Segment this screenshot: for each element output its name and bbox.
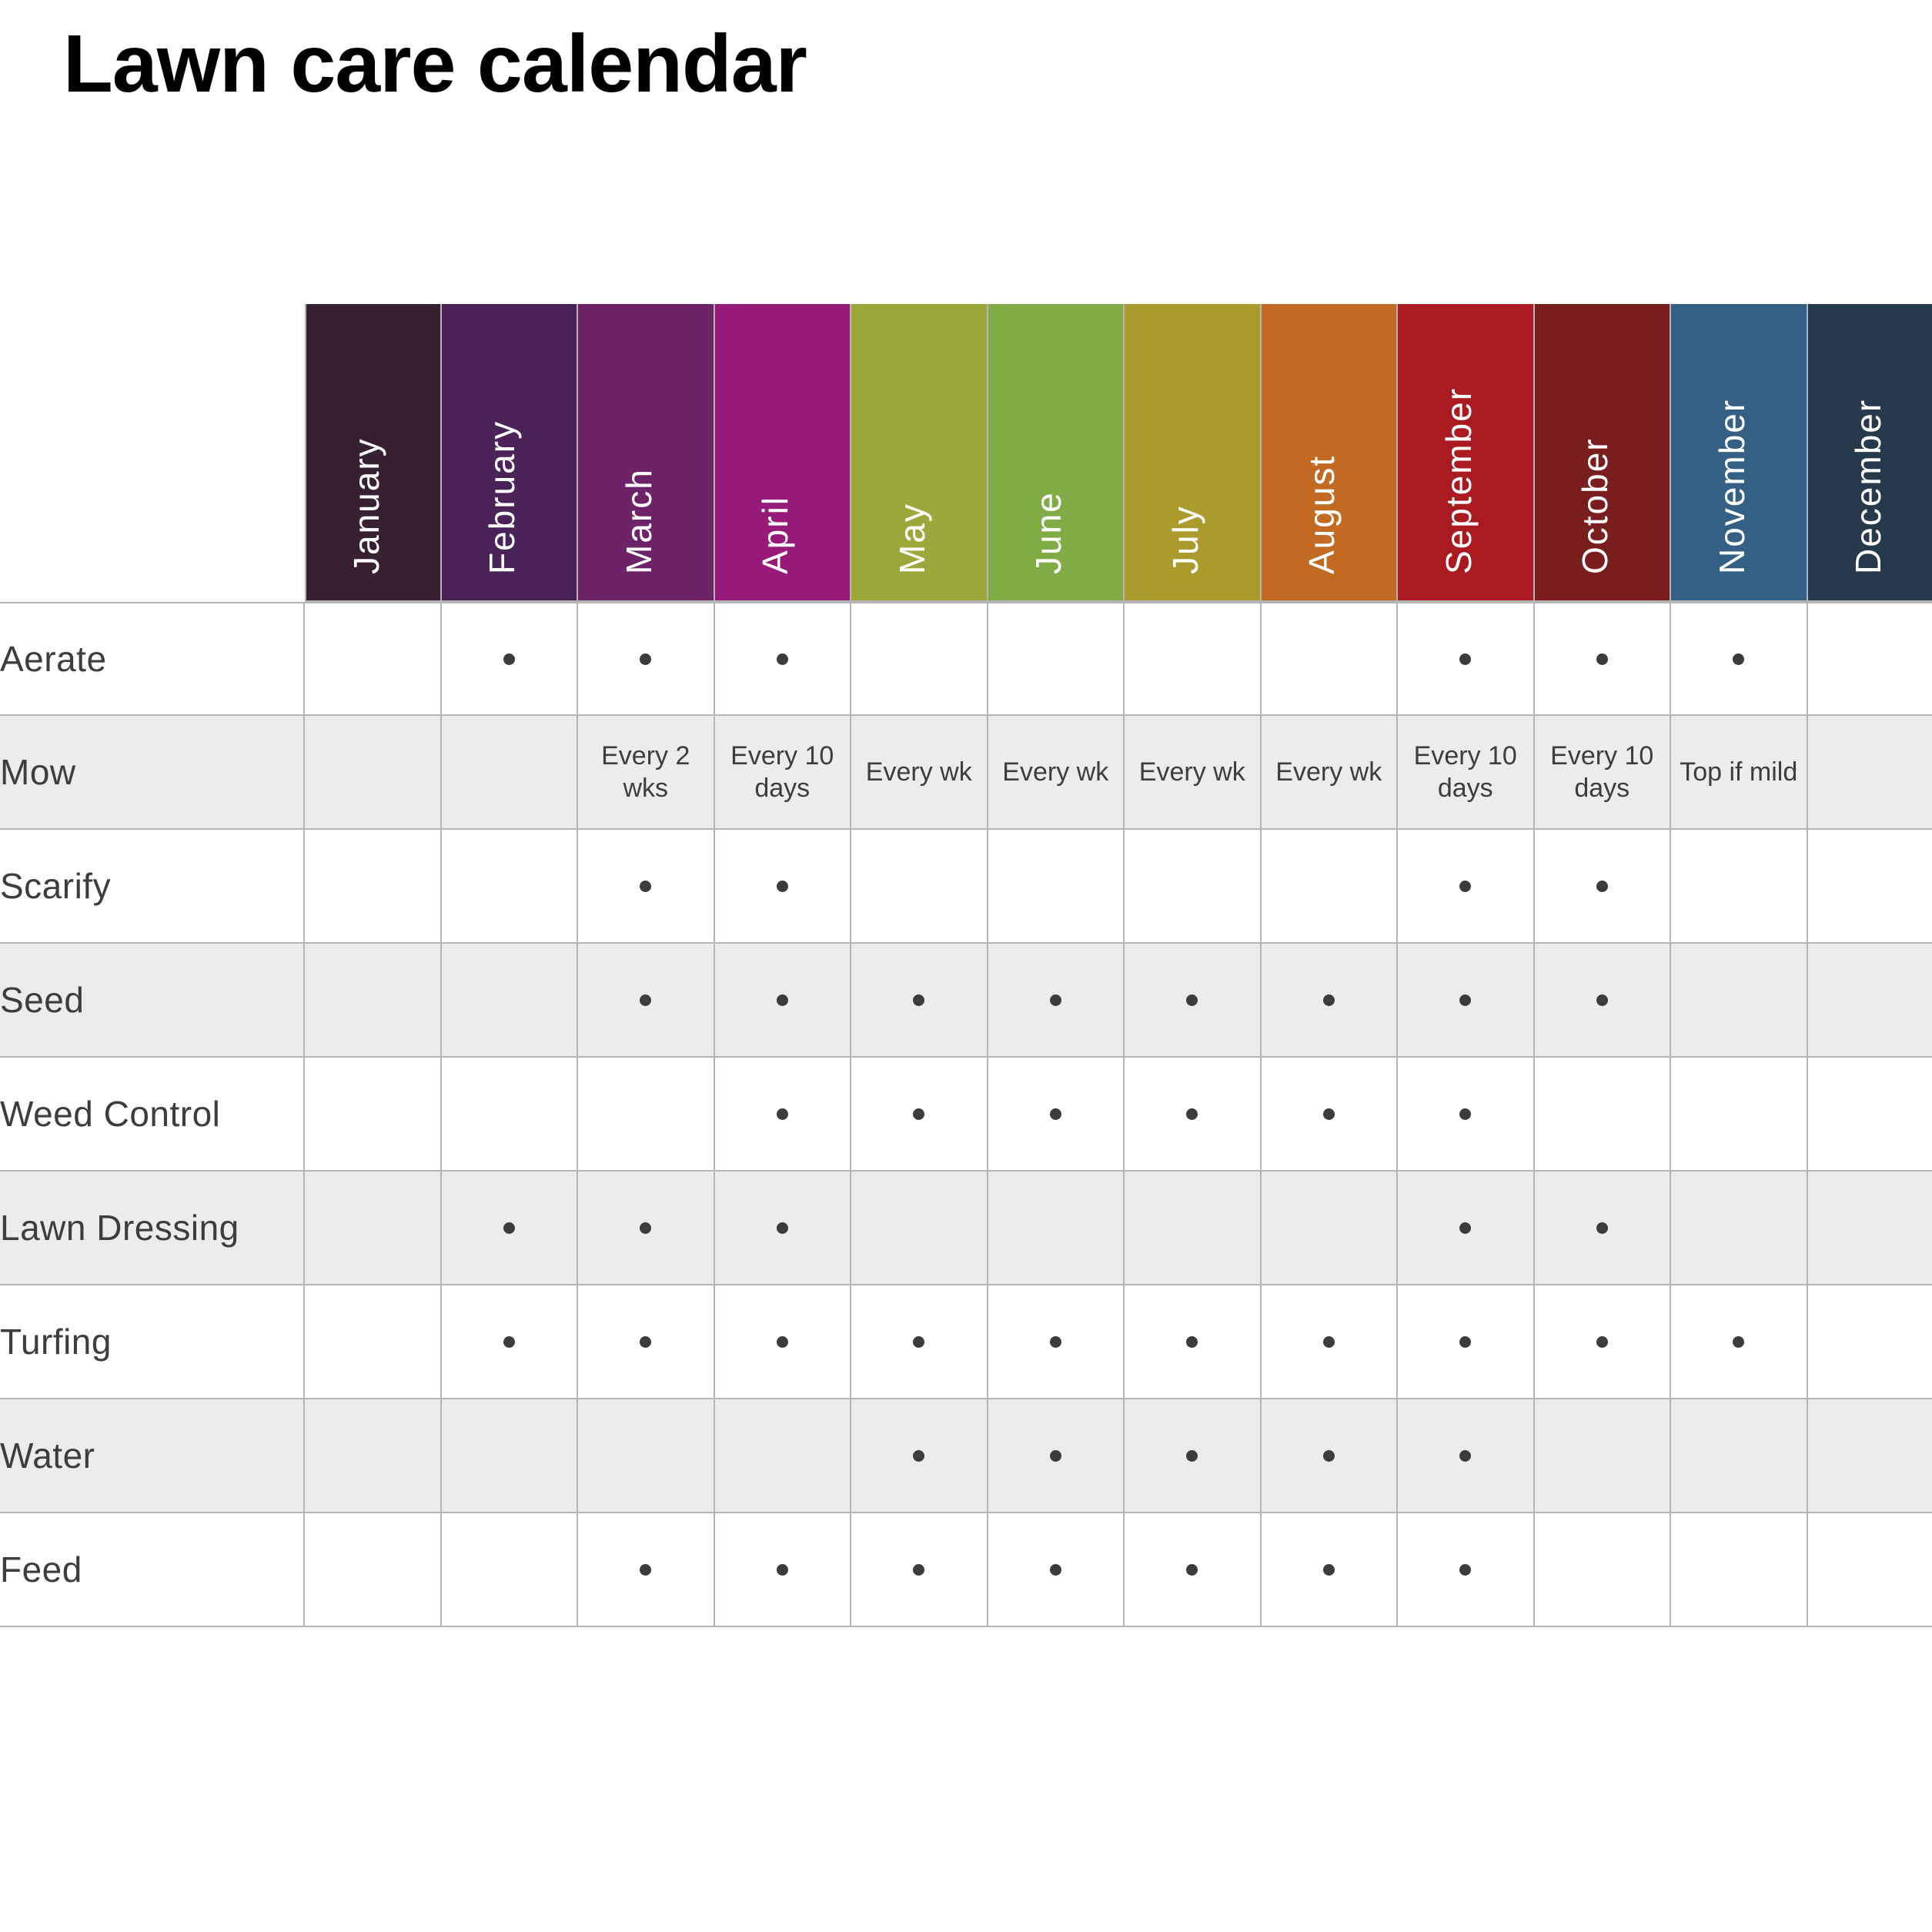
page-title: Lawn care calendar bbox=[63, 18, 807, 109]
calendar-cell bbox=[1535, 944, 1672, 1056]
activity-dot bbox=[777, 1336, 788, 1348]
activity-dot bbox=[1459, 1450, 1471, 1462]
calendar-cell bbox=[442, 1513, 579, 1626]
calendar-cell bbox=[1808, 944, 1932, 1056]
calendar-cell bbox=[1535, 1285, 1672, 1398]
calendar-cell bbox=[1535, 716, 1672, 828]
calendar-cell bbox=[1535, 1058, 1672, 1170]
calendar-cell bbox=[1398, 830, 1535, 942]
activity-dot bbox=[1186, 1450, 1198, 1462]
activity-dot bbox=[1459, 994, 1471, 1006]
activity-dot bbox=[777, 994, 788, 1006]
calendar-cell bbox=[578, 603, 715, 714]
activity-dot bbox=[1323, 994, 1335, 1006]
calendar-cell bbox=[988, 944, 1125, 1056]
calendar-cell bbox=[1398, 1058, 1535, 1170]
activity-dot bbox=[640, 653, 651, 665]
activity-dot bbox=[1186, 1564, 1198, 1576]
activity-dot bbox=[1050, 1450, 1061, 1462]
frequency-note: Every wk bbox=[1275, 757, 1382, 787]
activity-dot bbox=[777, 1564, 788, 1576]
activity-dot bbox=[640, 1564, 651, 1576]
calendar-cell bbox=[1808, 1285, 1932, 1398]
month-header-december bbox=[1808, 304, 1932, 602]
calendar-cell bbox=[851, 1285, 988, 1398]
calendar-cell bbox=[1671, 944, 1808, 1056]
activity-dot bbox=[640, 1336, 651, 1348]
activity-dot bbox=[913, 1564, 924, 1576]
calendar-cell bbox=[1808, 1399, 1932, 1512]
month-label: May bbox=[891, 503, 932, 574]
calendar-cell bbox=[988, 830, 1125, 942]
month-label: September bbox=[1438, 386, 1479, 574]
frequency-note: Every wk bbox=[865, 757, 972, 787]
frequency-note: Every wk bbox=[1002, 757, 1109, 787]
calendar-cell bbox=[1398, 716, 1535, 828]
activity-dot bbox=[503, 653, 515, 665]
frequency-note: Every 10 days bbox=[1413, 741, 1517, 803]
calendar-cell bbox=[988, 1513, 1125, 1626]
activity-dot bbox=[913, 1108, 924, 1120]
activity-dot bbox=[640, 994, 651, 1006]
month-label: March bbox=[618, 468, 659, 574]
activity-dot bbox=[640, 881, 651, 892]
calendar-cell bbox=[1125, 716, 1262, 828]
calendar-cell bbox=[851, 716, 988, 828]
calendar-cell bbox=[851, 1399, 988, 1512]
task-row-feed bbox=[0, 1513, 1932, 1627]
task-row-lawn-dressing bbox=[0, 1172, 1932, 1285]
task-label: Weed Control bbox=[0, 1058, 305, 1170]
activity-dot bbox=[1050, 1564, 1061, 1576]
calendar-cell bbox=[988, 716, 1125, 828]
task-label: Aerate bbox=[0, 603, 305, 714]
activity-dot bbox=[1459, 653, 1471, 665]
task-label: Water bbox=[0, 1399, 305, 1512]
month-header-row bbox=[305, 304, 1932, 602]
calendar-cell bbox=[1808, 1172, 1932, 1284]
calendar-cell bbox=[305, 1285, 442, 1398]
calendar-cell bbox=[715, 830, 852, 942]
calendar-cell bbox=[1125, 1399, 1262, 1512]
activity-dot bbox=[1050, 1108, 1061, 1120]
activity-dot bbox=[1050, 1336, 1061, 1348]
calendar-cell bbox=[578, 830, 715, 942]
calendar-cell bbox=[442, 1285, 579, 1398]
activity-dot bbox=[640, 1222, 651, 1234]
calendar-cell bbox=[305, 716, 442, 828]
calendar-cell bbox=[851, 1513, 988, 1626]
activity-dot bbox=[1459, 1336, 1471, 1348]
calendar-cell bbox=[1808, 603, 1932, 714]
calendar-cell bbox=[578, 1285, 715, 1398]
calendar-cell bbox=[1535, 603, 1672, 714]
calendar-cell bbox=[715, 1058, 852, 1170]
month-label: December bbox=[1848, 398, 1889, 574]
calendar-cell bbox=[305, 944, 442, 1056]
month-header-february bbox=[442, 304, 579, 602]
month-header-may bbox=[851, 304, 988, 602]
task-row-aerate bbox=[0, 602, 1932, 716]
task-label: Lawn Dressing bbox=[0, 1172, 305, 1284]
calendar-cell bbox=[1262, 716, 1399, 828]
lawn-care-calendar-table bbox=[0, 304, 1932, 1627]
calendar-cell bbox=[851, 1058, 988, 1170]
calendar-cell bbox=[1671, 1285, 1808, 1398]
activity-dot bbox=[1186, 1108, 1198, 1120]
frequency-note: Every 2 wks bbox=[601, 741, 690, 803]
calendar-cell bbox=[715, 1513, 852, 1626]
calendar-cell bbox=[1125, 1172, 1262, 1284]
calendar-cell bbox=[1262, 1513, 1399, 1626]
calendar-cell bbox=[1671, 603, 1808, 714]
activity-dot bbox=[1050, 994, 1061, 1006]
calendar-cell bbox=[1125, 1058, 1262, 1170]
activity-dot bbox=[503, 1336, 515, 1348]
month-label: November bbox=[1711, 398, 1752, 574]
calendar-cell bbox=[1671, 830, 1808, 942]
calendar-cell bbox=[578, 1513, 715, 1626]
task-row-water bbox=[0, 1399, 1932, 1513]
calendar-cell bbox=[305, 830, 442, 942]
calendar-cell bbox=[1262, 830, 1399, 942]
activity-dot bbox=[1596, 881, 1608, 892]
activity-dot bbox=[1459, 1222, 1471, 1234]
month-header-june bbox=[988, 304, 1125, 602]
activity-dot bbox=[777, 653, 788, 665]
activity-dot bbox=[1323, 1108, 1335, 1120]
frequency-note: Top if mild bbox=[1680, 757, 1798, 787]
activity-dot bbox=[1596, 994, 1608, 1006]
task-label: Mow bbox=[0, 716, 305, 828]
activity-dot bbox=[1596, 1336, 1608, 1348]
activity-dot bbox=[913, 994, 924, 1006]
calendar-cell bbox=[305, 603, 442, 714]
calendar-cell bbox=[305, 1513, 442, 1626]
activity-dot bbox=[777, 1108, 788, 1120]
month-header-october bbox=[1535, 304, 1672, 602]
calendar-cell bbox=[1398, 1513, 1535, 1626]
calendar-cell bbox=[715, 716, 852, 828]
month-label: July bbox=[1165, 505, 1205, 574]
calendar-cell bbox=[851, 1172, 988, 1284]
month-header-august bbox=[1262, 304, 1399, 602]
activity-dot bbox=[1186, 994, 1198, 1006]
calendar-cell bbox=[988, 603, 1125, 714]
activity-dot bbox=[777, 1222, 788, 1234]
calendar-cell bbox=[1262, 1172, 1399, 1284]
calendar-cell bbox=[1125, 830, 1262, 942]
month-label: June bbox=[1028, 491, 1069, 574]
month-header-march bbox=[578, 304, 715, 602]
month-header-november bbox=[1671, 304, 1808, 602]
calendar-cell bbox=[851, 830, 988, 942]
task-row-weed-control bbox=[0, 1058, 1932, 1172]
calendar-cell bbox=[1262, 603, 1399, 714]
calendar-cell bbox=[1808, 830, 1932, 942]
calendar-cell bbox=[1535, 830, 1672, 942]
activity-dot bbox=[1459, 881, 1471, 892]
frequency-note: Every wk bbox=[1138, 757, 1245, 787]
task-row-mow bbox=[0, 716, 1932, 830]
calendar-cell bbox=[442, 944, 579, 1056]
calendar-cell bbox=[305, 1399, 442, 1512]
activity-dot bbox=[1459, 1564, 1471, 1576]
calendar-cell bbox=[1808, 716, 1932, 828]
calendar-cell bbox=[1262, 1399, 1399, 1512]
calendar-cell bbox=[1125, 944, 1262, 1056]
month-label: January bbox=[346, 437, 386, 574]
calendar-cell bbox=[851, 944, 988, 1056]
month-header-april bbox=[715, 304, 852, 602]
calendar-cell bbox=[851, 603, 988, 714]
calendar-cell bbox=[1808, 1058, 1932, 1170]
calendar-cell bbox=[1398, 1285, 1535, 1398]
month-label: October bbox=[1575, 437, 1616, 574]
calendar-cell bbox=[1125, 603, 1262, 714]
month-label: August bbox=[1302, 454, 1342, 574]
frequency-note: Every 10 days bbox=[730, 741, 834, 803]
activity-dot bbox=[1323, 1336, 1335, 1348]
calendar-cell bbox=[715, 1399, 852, 1512]
activity-dot bbox=[1459, 1108, 1471, 1120]
task-row-turfing bbox=[0, 1285, 1932, 1399]
calendar-cell bbox=[1125, 1513, 1262, 1626]
calendar-cell bbox=[1671, 1172, 1808, 1284]
task-label: Seed bbox=[0, 944, 305, 1056]
activity-dot bbox=[777, 881, 788, 892]
calendar-cell bbox=[578, 944, 715, 1056]
calendar-cell bbox=[1671, 1058, 1808, 1170]
calendar-cell bbox=[1535, 1513, 1672, 1626]
calendar-cell bbox=[715, 603, 852, 714]
activity-dot bbox=[1733, 653, 1744, 665]
calendar-cell bbox=[442, 1058, 579, 1170]
activity-dot bbox=[1596, 1222, 1608, 1234]
activity-dot bbox=[1323, 1450, 1335, 1462]
calendar-cell bbox=[578, 1399, 715, 1512]
calendar-cell bbox=[988, 1172, 1125, 1284]
calendar-cell bbox=[988, 1399, 1125, 1512]
calendar-cell bbox=[1535, 1172, 1672, 1284]
calendar-cell bbox=[715, 944, 852, 1056]
task-label: Scarify bbox=[0, 830, 305, 942]
month-label: February bbox=[482, 419, 523, 574]
task-row-seed bbox=[0, 944, 1932, 1058]
task-row-scarify bbox=[0, 830, 1932, 944]
month-header-september bbox=[1398, 304, 1535, 602]
calendar-cell bbox=[1125, 1285, 1262, 1398]
activity-dot bbox=[1596, 653, 1608, 665]
month-header-january bbox=[305, 304, 442, 602]
activity-dot bbox=[503, 1222, 515, 1234]
calendar-cell bbox=[1262, 944, 1399, 1056]
activity-dot bbox=[1186, 1336, 1198, 1348]
calendar-cell bbox=[442, 830, 579, 942]
calendar-cell bbox=[442, 1399, 579, 1512]
activity-dot bbox=[1733, 1336, 1744, 1348]
calendar-cell bbox=[715, 1172, 852, 1284]
calendar-cell bbox=[1671, 1513, 1808, 1626]
calendar-cell bbox=[1398, 603, 1535, 714]
calendar-cell bbox=[442, 603, 579, 714]
calendar-cell bbox=[578, 1172, 715, 1284]
activity-dot bbox=[913, 1450, 924, 1462]
calendar-cell bbox=[1398, 1172, 1535, 1284]
activity-dot bbox=[1323, 1564, 1335, 1576]
task-label: Feed bbox=[0, 1513, 305, 1626]
task-label: Turfing bbox=[0, 1285, 305, 1398]
frequency-note: Every 10 days bbox=[1550, 741, 1654, 803]
calendar-cell bbox=[578, 1058, 715, 1170]
calendar-cell bbox=[988, 1058, 1125, 1170]
calendar-cell bbox=[442, 1172, 579, 1284]
calendar-cell bbox=[1535, 1399, 1672, 1512]
task-rows bbox=[0, 602, 1932, 1627]
month-label: April bbox=[755, 495, 796, 574]
calendar-cell bbox=[305, 1058, 442, 1170]
calendar-cell bbox=[1398, 1399, 1535, 1512]
calendar-cell bbox=[715, 1285, 852, 1398]
calendar-cell bbox=[988, 1285, 1125, 1398]
calendar-cell bbox=[578, 716, 715, 828]
calendar-cell bbox=[305, 1172, 442, 1284]
calendar-cell bbox=[442, 716, 579, 828]
calendar-cell bbox=[1262, 1285, 1399, 1398]
calendar-cell bbox=[1398, 944, 1535, 1056]
calendar-cell bbox=[1262, 1058, 1399, 1170]
month-header-july bbox=[1125, 304, 1262, 602]
activity-dot bbox=[913, 1336, 924, 1348]
calendar-cell bbox=[1671, 716, 1808, 828]
calendar-cell bbox=[1808, 1513, 1932, 1626]
calendar-cell bbox=[1671, 1399, 1808, 1512]
